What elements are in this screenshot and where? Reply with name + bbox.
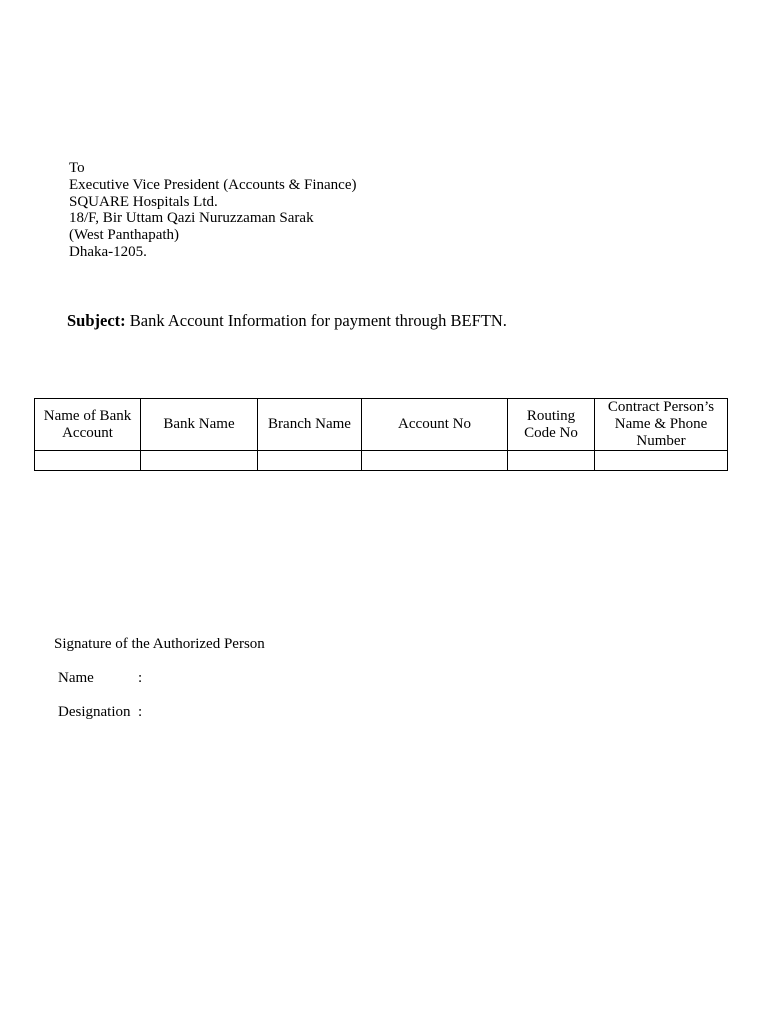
table-header-row (35, 399, 728, 451)
bank-info-table (34, 398, 728, 471)
col-header-routing-code: Routing Code No (508, 399, 595, 451)
table-cell[interactable] (258, 451, 362, 471)
table-cell[interactable] (362, 451, 508, 471)
table-cell[interactable] (508, 451, 595, 471)
col-header-account-name: Name of Bank Account (35, 399, 141, 451)
address-line: SQUARE Hospitals Ltd. (69, 193, 218, 210)
name-separator: : (138, 670, 143, 686)
address-line: (West Panthapath) (69, 227, 180, 244)
table-cell[interactable] (141, 451, 258, 471)
address-line: 18/F, Bir Uttam Qazi Nuruzzaman Sarak (69, 210, 314, 227)
address-line: Dhaka-1205. (69, 243, 147, 260)
table-row (35, 451, 728, 471)
col-header-bank-name: Bank Name (141, 399, 258, 451)
signature-designation-row (58, 704, 142, 721)
subject-text: Bank Account Information for payment through BEFTN. (125, 311, 507, 330)
address-line: To (69, 160, 85, 176)
col-header-account-no: Account No (362, 399, 508, 451)
signature-title: Signature of the Authorized Person (54, 636, 265, 652)
address-line: Executive Vice President (Accounts & Finance) (69, 176, 357, 193)
designation-separator: : (138, 704, 143, 720)
table-cell[interactable] (595, 451, 728, 471)
col-header-branch-name: Branch Name (258, 399, 362, 451)
signature-name-row (58, 670, 142, 687)
name-label: Name (58, 670, 94, 686)
designation-label: Designation (58, 704, 131, 720)
subject-line (67, 311, 507, 331)
recipient-address (69, 160, 356, 261)
subject-label: Subject: (67, 311, 126, 330)
col-header-contact-person: Contract Person’s Name & Phone Number (595, 399, 728, 451)
table-cell[interactable] (35, 451, 141, 471)
